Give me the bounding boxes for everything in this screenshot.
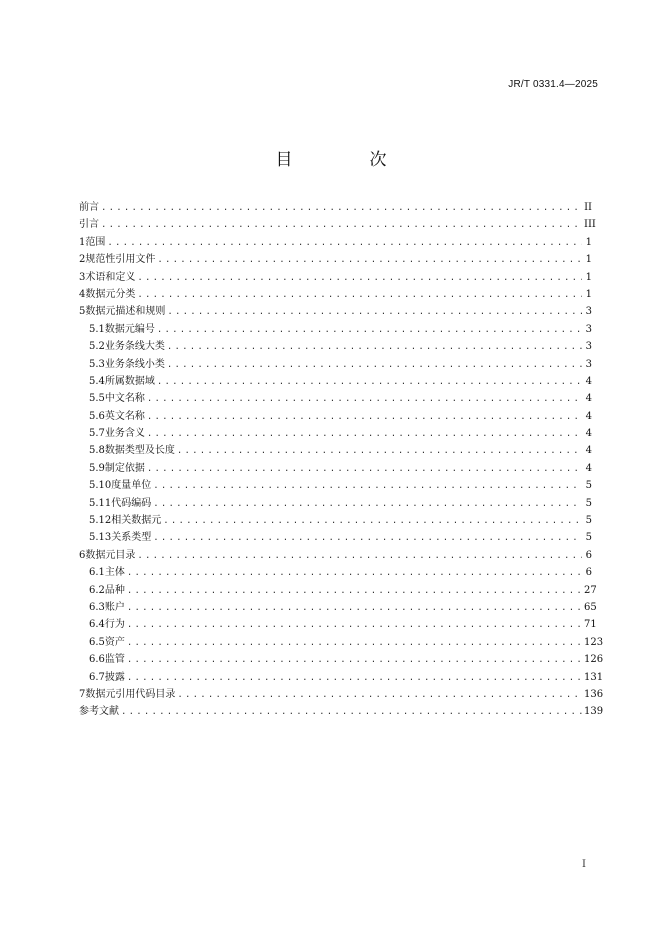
- toc-entry-number: 6.2: [89, 584, 105, 596]
- toc-entry-number: 5.12: [89, 515, 112, 527]
- toc-entry-page: 6: [585, 549, 592, 561]
- toc-entry[interactable]: [79, 303, 592, 320]
- toc-entry-page: 1: [585, 288, 592, 300]
- toc-entry-page: 1: [585, 271, 592, 283]
- toc-entry-page: 3: [585, 358, 592, 370]
- dot-leader: [177, 443, 582, 460]
- toc-entry-title: 数据元目录: [85, 549, 136, 561]
- dot-leader: [127, 583, 582, 600]
- toc-entry[interactable]: [79, 460, 592, 477]
- dot-leader: [137, 287, 582, 304]
- table-of-contents: [79, 199, 604, 721]
- toc-entry-number: 5.3: [89, 358, 105, 370]
- toc-entry-page: 1: [585, 254, 592, 266]
- dot-leader: [167, 357, 582, 374]
- dot-leader: [153, 530, 582, 547]
- toc-entry-page: 1: [585, 236, 592, 248]
- toc-entry[interactable]: [79, 582, 597, 599]
- dot-leader: [101, 217, 582, 234]
- toc-entry-number: 6: [79, 549, 86, 561]
- toc-entry[interactable]: [79, 216, 596, 233]
- toc-entry-page: 3: [585, 341, 592, 353]
- toc-entry[interactable]: [79, 529, 592, 546]
- dot-leader: [127, 635, 582, 652]
- toc-entry[interactable]: [79, 495, 592, 512]
- dot-leader: [137, 548, 582, 565]
- toc-entry[interactable]: [79, 321, 592, 338]
- toc-entry-title: 主体: [104, 567, 125, 579]
- dot-leader: [147, 409, 582, 426]
- toc-entry-title: 参考文献: [79, 706, 119, 718]
- toc-title: 目 次: [275, 150, 417, 170]
- dot-leader: [107, 235, 582, 252]
- dot-leader: [127, 565, 582, 582]
- toc-entry-page: 4: [585, 375, 592, 387]
- toc-entry-page: 5: [585, 497, 592, 509]
- dot-leader: [147, 391, 582, 408]
- toc-entry-number: 5.10: [89, 480, 112, 492]
- toc-entry-title: 中文名称: [104, 393, 145, 405]
- toc-entry[interactable]: [79, 547, 592, 564]
- toc-entry-number: 6.7: [89, 671, 105, 683]
- dot-leader: [157, 322, 582, 339]
- toc-entry-page: 136: [584, 688, 604, 700]
- toc-entry[interactable]: [79, 703, 604, 720]
- dot-leader: [147, 461, 582, 478]
- toc-entry[interactable]: [79, 199, 592, 216]
- dot-leader: [127, 617, 582, 634]
- toc-entry-page: 4: [585, 393, 592, 405]
- toc-entry-title: 数据元分类: [85, 288, 136, 300]
- toc-entry-title: 制定依据: [104, 462, 145, 474]
- toc-entry-number: 6.1: [89, 567, 105, 579]
- toc-entry-number: 5.11: [89, 497, 112, 509]
- toc-entry-title: 数据元编号: [104, 323, 155, 335]
- toc-entry[interactable]: [79, 425, 592, 442]
- toc-entry[interactable]: [79, 408, 592, 425]
- toc-entry-page: 3: [585, 323, 592, 335]
- toc-entry[interactable]: [79, 251, 592, 268]
- dot-leader: [127, 670, 582, 687]
- toc-entry-page: 3: [585, 306, 592, 318]
- dot-leader: [157, 374, 582, 391]
- toc-entry-title: 关系类型: [111, 532, 152, 544]
- toc-entry-page: 5: [585, 515, 592, 527]
- toc-entry[interactable]: [79, 512, 592, 529]
- toc-entry-number: 5.4: [89, 375, 105, 387]
- toc-entry[interactable]: [79, 616, 597, 633]
- toc-entry-number: 5.9: [89, 462, 105, 474]
- toc-entry-title: 业务含义: [104, 428, 145, 440]
- toc-entry[interactable]: [79, 599, 597, 616]
- toc-entry[interactable]: [79, 686, 604, 703]
- toc-entry-page: III: [584, 219, 596, 231]
- toc-entry[interactable]: [79, 669, 604, 686]
- toc-entry-title: 业务条线大类: [104, 341, 165, 353]
- toc-entry-number: 6.6: [89, 654, 105, 666]
- dot-leader: [177, 687, 582, 704]
- toc-entry-page: 65: [584, 601, 597, 613]
- toc-entry-title: 资产: [104, 636, 125, 648]
- toc-entry[interactable]: [79, 373, 592, 390]
- dot-leader: [127, 600, 582, 617]
- toc-entry-number: 3: [79, 271, 86, 283]
- toc-entry[interactable]: [79, 651, 604, 668]
- dot-leader: [163, 513, 582, 530]
- dot-leader: [137, 270, 582, 287]
- toc-entry-title: 业务条线小类: [104, 358, 165, 370]
- dot-leader: [153, 478, 582, 495]
- toc-entry-number: 5.6: [89, 410, 105, 422]
- toc-entry[interactable]: [79, 390, 592, 407]
- toc-entry[interactable]: [79, 634, 604, 651]
- toc-entry-number: 7: [79, 688, 86, 700]
- toc-entry-title: 行为: [104, 619, 125, 631]
- toc-entry[interactable]: [79, 356, 592, 373]
- toc-entry[interactable]: [79, 477, 592, 494]
- toc-entry-page: 123: [584, 636, 604, 648]
- toc-entry-number: 6.4: [89, 619, 105, 631]
- toc-entry-number: 1: [79, 236, 86, 248]
- toc-entry-title: 术语和定义: [85, 271, 136, 283]
- dot-leader: [167, 304, 582, 321]
- dot-leader: [127, 652, 582, 669]
- toc-entry-title: 披露: [104, 671, 125, 683]
- toc-entry-number: 5.2: [89, 341, 105, 353]
- toc-entry-page: 139: [584, 706, 604, 718]
- toc-entry-title: 前言: [79, 202, 99, 213]
- toc-entry-page: 126: [584, 654, 604, 666]
- page-number: I: [582, 859, 586, 870]
- toc-entry-title: 规范性引用文件: [85, 254, 156, 266]
- toc-entry-title: 监管: [104, 654, 125, 666]
- toc-entry-number: 4: [79, 288, 86, 300]
- toc-entry-number: 5: [79, 306, 86, 318]
- toc-entry-title: 度量单位: [111, 480, 152, 492]
- dot-leader: [167, 339, 582, 356]
- toc-entry-title: 范围: [85, 236, 106, 248]
- toc-entry-page: 4: [585, 410, 592, 422]
- toc-entry-title: 数据元引用代码目录: [85, 688, 176, 700]
- toc-entry-title: 引言: [79, 219, 99, 231]
- toc-entry-page: 71: [584, 619, 597, 631]
- dot-leader: [147, 426, 582, 443]
- toc-entry-page: 4: [585, 428, 592, 440]
- toc-entry[interactable]: [79, 234, 592, 251]
- toc-entry-title: 代码编码: [111, 497, 152, 509]
- toc-entry-number: 5.1: [89, 323, 105, 335]
- toc-entry-title: 数据类型及长度: [104, 445, 175, 457]
- toc-entry[interactable]: [79, 269, 592, 286]
- dot-leader: [101, 200, 582, 217]
- toc-entry-page: 27: [584, 584, 597, 596]
- toc-entry-title: 英文名称: [104, 410, 145, 422]
- toc-entry[interactable]: [79, 442, 592, 459]
- toc-entry-title: 所属数据域: [104, 375, 155, 387]
- dot-leader: [121, 704, 582, 721]
- toc-entry-number: 5.7: [89, 428, 105, 440]
- toc-entry-title: 数据元描述和规则: [85, 306, 166, 318]
- toc-entry-number: 6.3: [89, 601, 105, 613]
- toc-entry[interactable]: [79, 286, 592, 303]
- dot-leader: [153, 496, 582, 513]
- toc-entry-title: 账户: [104, 601, 125, 613]
- toc-entry-number: 2: [79, 254, 86, 266]
- toc-entry-page: 131: [584, 671, 604, 683]
- toc-entry-number: 5.13: [89, 532, 112, 544]
- toc-entry-page: II: [584, 202, 592, 213]
- toc-entry-number: 6.5: [89, 636, 105, 648]
- toc-entry-page: 4: [585, 445, 592, 457]
- toc-entry-title: 相关数据元: [111, 515, 162, 527]
- toc-entry-page: 6: [585, 567, 592, 579]
- toc-entry[interactable]: [79, 338, 592, 355]
- standard-number: JR/T 0331.4—2025: [508, 79, 598, 90]
- toc-entry-number: 5.5: [89, 393, 105, 405]
- toc-entry-number: 5.8: [89, 445, 105, 457]
- dot-leader: [157, 252, 582, 269]
- toc-entry[interactable]: [79, 564, 592, 581]
- toc-entry-title: 品种: [104, 584, 125, 596]
- toc-entry-page: 4: [585, 462, 592, 474]
- toc-entry-page: 5: [585, 480, 592, 492]
- toc-entry-page: 5: [585, 532, 592, 544]
